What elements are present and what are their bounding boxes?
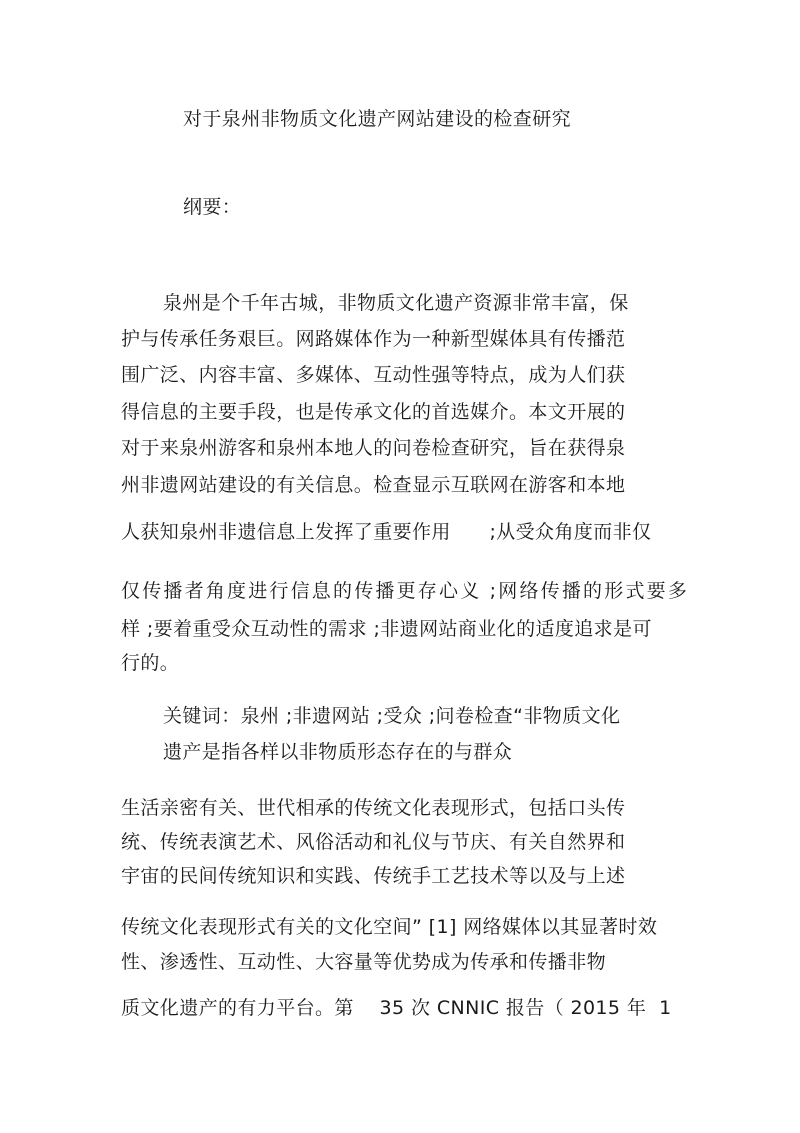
body-line-15: 宇宙的民间传统知识和实践、传统手工艺技术等以及与上述 bbox=[121, 865, 626, 887]
body-line-18: 质文化遗产的有力平台。第 35 次 CNNIC 报告（ 2015 年 1 bbox=[121, 997, 672, 1019]
body-line-17: 性、渗透性、互动性、大容量等优势成为传承和传播非物 bbox=[121, 951, 607, 973]
body-line-3: 围广泛、内容丰富、多媒体、互动性强等特点，成为人们获 bbox=[121, 364, 626, 386]
body-line-5: 对于来泉州游客和泉州本地人的问卷检查研究，旨在获得泉 bbox=[121, 437, 626, 459]
body-line-9: 样 ;要着重受众互动性的需求 ;非遗网站商业化的适度追求是可 bbox=[121, 618, 652, 640]
body-line-14: 统、传统表演艺术、风俗活动和礼仪与节庆、有关自然界和 bbox=[121, 831, 626, 853]
body-line-6: 州非遗网站建设的有关信息。检查显示互联网在游客和本地 bbox=[121, 474, 626, 496]
outline-label: 纲要： bbox=[183, 196, 242, 218]
body-line-4: 得信息的主要手段，也是传承文化的首选媒介。本文开展的 bbox=[121, 401, 626, 423]
body-line-13: 生活亲密有关、世代相承的传统文化表现形式，包括口头传 bbox=[121, 797, 626, 819]
document-title: 对于泉州非物质文化遗产网站建设的检查研究 bbox=[183, 108, 572, 130]
body-line-7: 人获知泉州非遗信息上发挥了重要作用 ;从受众角度而非仅 bbox=[121, 521, 652, 543]
body-line-12: 遗产是指各样以非物质形态存在的与群众 bbox=[163, 741, 513, 763]
body-line-10: 行的。 bbox=[121, 652, 180, 674]
body-line-2: 护与传承任务艰巨。网路媒体作为一种新型媒体具有传播范 bbox=[121, 328, 626, 350]
body-line-16: 传统文化表现形式有关的文化空间” [1] 网络媒体以其显著时效 bbox=[121, 916, 658, 938]
body-line-1: 泉州是个千年古城，非物质文化遗产资源非常丰富，保 bbox=[163, 292, 629, 314]
keywords-line: 关键词：泉州 ;非遗网站 ;受众 ;问卷检查“非物质文化 bbox=[163, 705, 621, 727]
body-line-8: 仅传播者角度进行信息的传播更存心义 ;网络传播的形式要多 bbox=[121, 580, 690, 602]
